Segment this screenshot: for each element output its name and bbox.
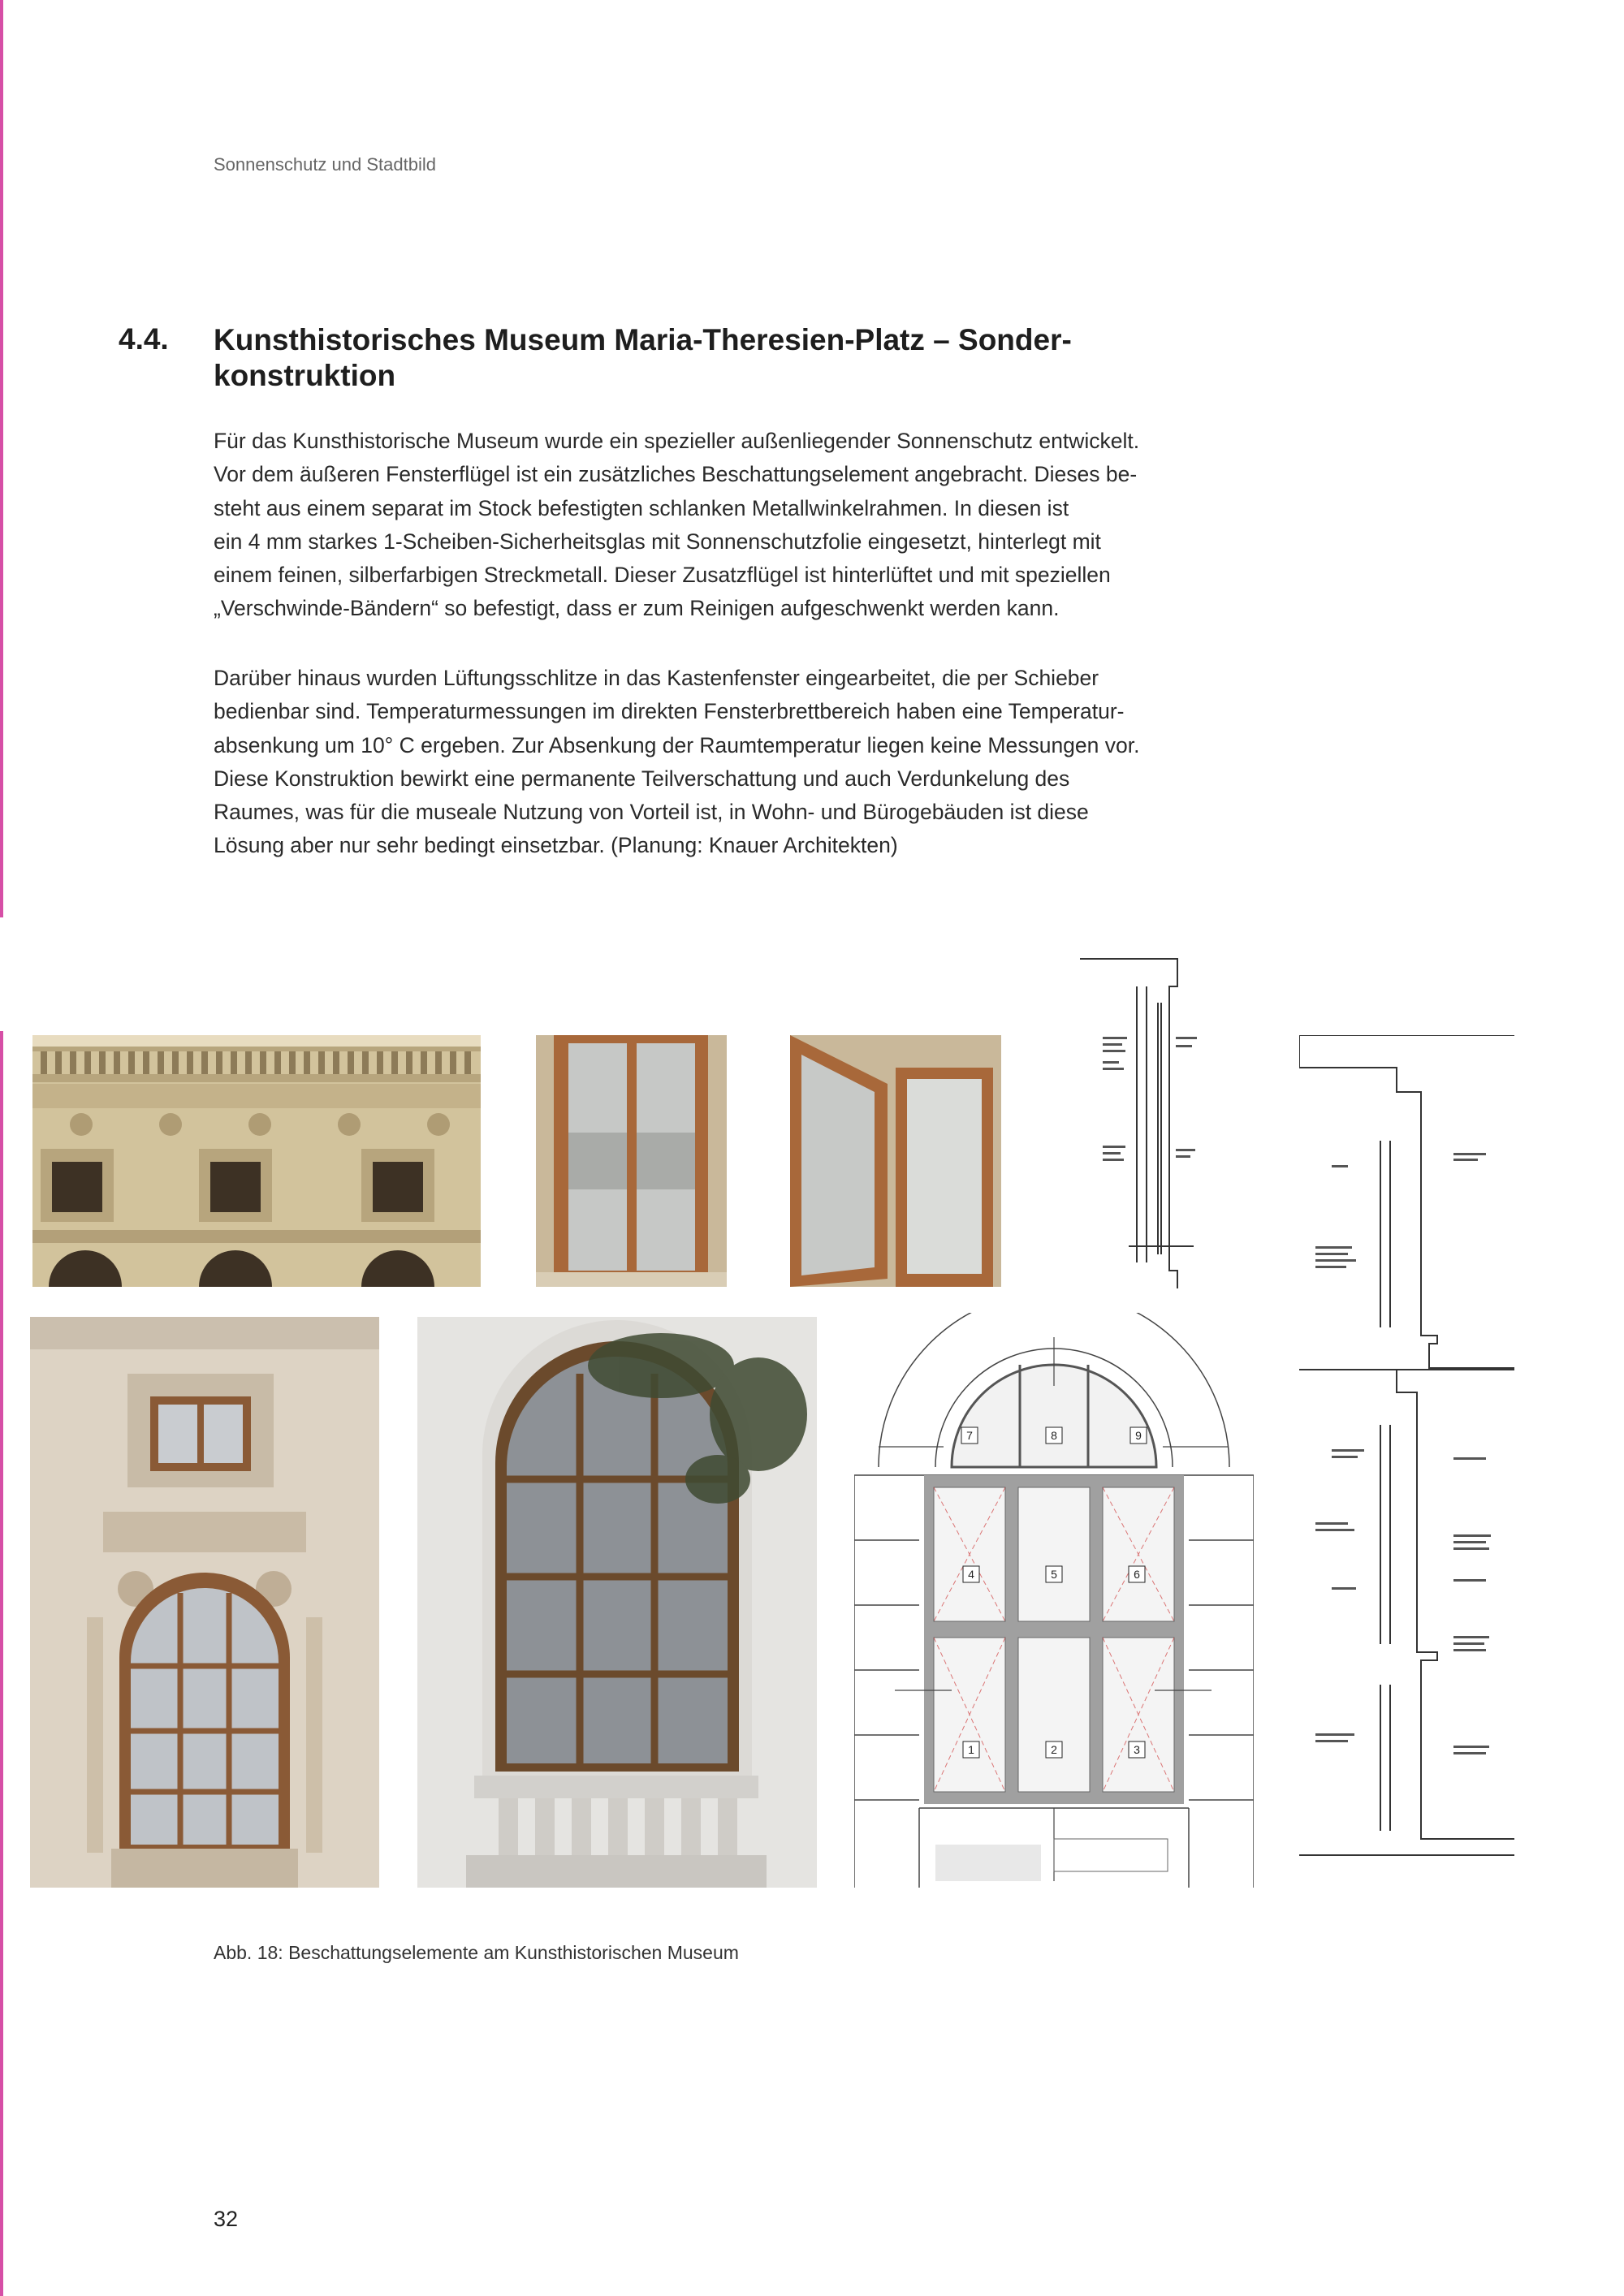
- page-edge-marker-bottom: [0, 1031, 3, 2296]
- figure-caption: Abb. 18: Beschattungselemente am Kunsthistorischen Museum: [214, 1942, 739, 1963]
- pane-number-4: 4: [968, 1568, 974, 1581]
- paragraph-line: Lösung aber nur sehr bedingt einsetzbar. (Planung: Knauer Architekten): [214, 833, 898, 858]
- pane-number-8: 8: [1051, 1429, 1057, 1442]
- paragraph-line: Vor dem äußeren Fensterflügel ist ein zusätzliches Beschattungselement angebracht. Dieses be-: [214, 462, 1138, 487]
- pane-number-9: 9: [1135, 1429, 1142, 1442]
- photo-window-shading-closed: [536, 1035, 727, 1287]
- section-title-line-2: konstruktion: [214, 359, 396, 392]
- section-number: 4.4.: [119, 322, 169, 356]
- pane-number-1: 1: [968, 1743, 974, 1756]
- paragraph-line: Darüber hinaus wurden Lüftungsschlitze in das Kastenfenster eingearbeitet, die per Schieber: [214, 666, 1099, 690]
- paragraph-line: ein 4 mm starkes 1-Scheiben-Sicherheitsglas mit Sonnenschutzfolie eingesetzt, hinterlegt mit: [214, 529, 1101, 554]
- paragraph-line: Raumes, was für die museale Nutzung von Vorteil ist, in Wohn- und Bürogebäuden ist diese: [214, 800, 1089, 825]
- photo-facade-balustrade: [32, 1035, 481, 1287]
- section-title-line-1: Kunsthistorisches Museum Maria-Theresien-Platz – Sonder-: [214, 323, 1072, 356]
- pane-number-3: 3: [1134, 1743, 1140, 1756]
- drawing-window-elevation: [854, 1313, 1254, 1888]
- page-edge-marker-top: [0, 0, 3, 917]
- drawing-vertical-section-upper: [1080, 954, 1226, 1288]
- photo-window-shading-open: [790, 1035, 1001, 1287]
- photo-facade-arched-window: [30, 1317, 379, 1888]
- running-header: Sonnenschutz und Stadtbild: [214, 154, 436, 175]
- pane-number-2: 2: [1051, 1743, 1057, 1756]
- pane-number-7: 7: [966, 1429, 973, 1442]
- paragraph-line: einem feinen, silberfarbigen Streckmetall. Dieser Zusatzflügel ist hinterlüftet und mit speziellen: [214, 563, 1111, 588]
- pane-number-6: 6: [1134, 1568, 1140, 1581]
- page-number: 32: [214, 2207, 239, 2231]
- drawing-vertical-section-full: [1299, 1035, 1514, 1859]
- section-title: [214, 322, 1188, 394]
- paragraph-line: absenkung um 10° C ergeben. Zur Absenkung der Raumtemperatur liegen keine Messungen vor.: [214, 732, 1140, 757]
- photo-arched-window-balcony: [417, 1317, 817, 1888]
- pane-number-5: 5: [1051, 1568, 1057, 1581]
- paragraph-2: [214, 662, 1220, 863]
- paragraph-line: Für das Kunsthistorische Museum wurde ein spezieller außenliegender Sonnenschutz entwickelt.: [214, 429, 1140, 453]
- paragraph-line: „Verschwinde-Bändern“ so befestigt, dass er zum Reinigen aufgeschwenkt werden kann.: [214, 596, 1060, 621]
- paragraph-line: steht aus einem separat im Stock befestigten schlanken Metallwinkelrahmen. In diesen ist: [214, 495, 1069, 520]
- paragraph-line: Diese Konstruktion bewirkt eine permanente Teilverschattung und auch Verdunkelung des: [214, 766, 1070, 791]
- paragraph-1: [214, 425, 1220, 626]
- paragraph-line: bedienbar sind. Temperaturmessungen im direkten Fensterbrettbereich haben eine Temperatur-: [214, 699, 1125, 724]
